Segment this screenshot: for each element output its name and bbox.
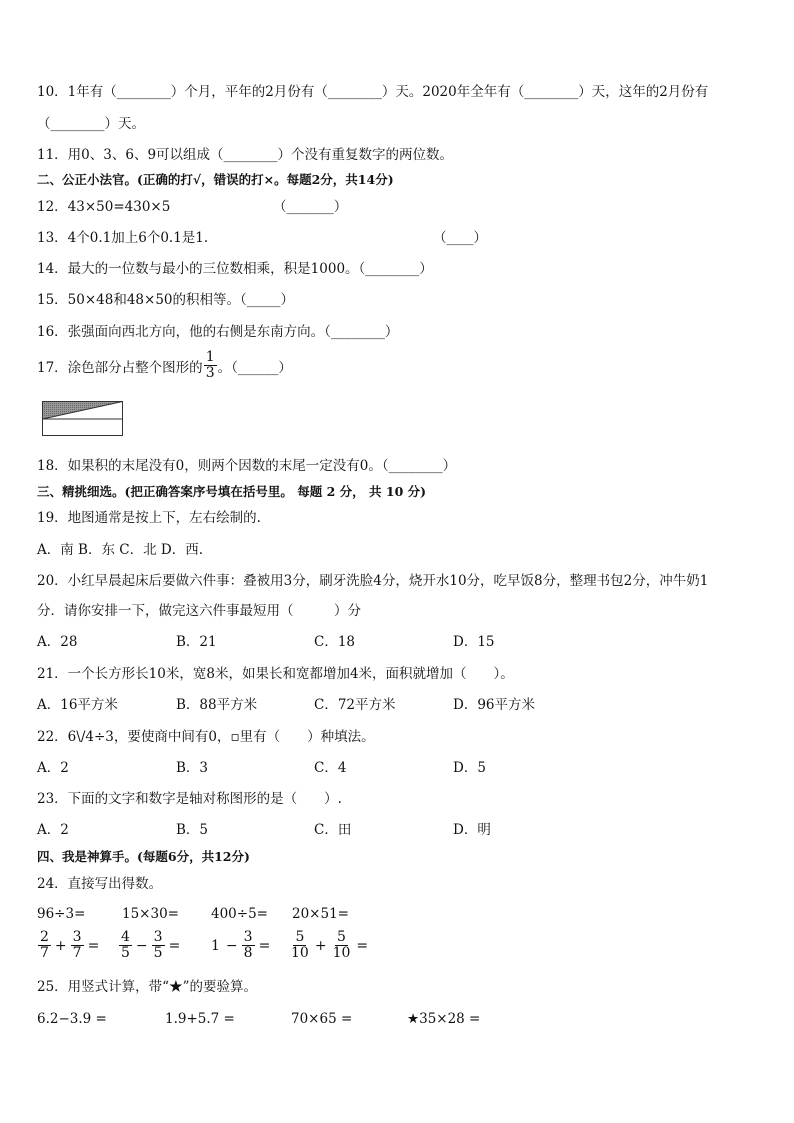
q17 xyxy=(37,350,292,381)
q24-frac-expr-3: 1 − $\frac{3}{8}$ = xyxy=(211,929,271,961)
q12: 12．43×50=430×5 xyxy=(37,199,171,215)
q21-option-d: D．96平方米 xyxy=(453,697,536,713)
q18: 18．如果积的末尾没有0，则两个因数的末尾一定没有0。（________） xyxy=(37,458,457,474)
q25-expr-1: 6.2−3.9 = xyxy=(37,1011,107,1027)
q17-shaded-figure xyxy=(42,401,124,437)
q17-fraction: $\frac{1}{3}$ xyxy=(205,349,215,381)
q24-frac-expr-2: $\frac{4}{5}$ − $\frac{3}{5}$ = xyxy=(121,929,181,961)
q21-option-b: B．88平方米 xyxy=(176,697,258,713)
q19-options: A．南 B．东 C．北 D．西. xyxy=(37,542,203,558)
q24-expr-4: 20×51= xyxy=(292,906,349,922)
q24: 24．直接写出得数。 xyxy=(37,876,163,892)
q15: 15．50×48和48×50的积相等。（_____） xyxy=(37,292,295,308)
q21-option-c: C．72平方米 xyxy=(314,697,396,713)
q23: 23．下面的文字和数字是轴对称图形的是（ ）. xyxy=(37,791,342,807)
section-2-heading: 二、公正小法官。(正确的打√，错误的打×。每题2分，共14分) xyxy=(37,172,394,187)
q25-expr-4: ★35×28 = xyxy=(407,1011,481,1027)
q12-blank: （_______） xyxy=(273,199,348,215)
q10-line1: 10．1年有（________）个月，平年的2月份有（________）天。2020年全年有（________）天，这年的2月份有 xyxy=(37,84,709,100)
q20-line2: 分．请你安排一下，做完这六件事最短用（ ）分 xyxy=(37,603,361,619)
q22: 22．6\/4÷3，要使商中间有0，▫里有（ ）种填法。 xyxy=(37,729,375,745)
q10-line2: （________）天。 xyxy=(37,116,145,132)
q25-expr-2: 1.9+5.7 = xyxy=(165,1011,235,1027)
section-4-heading: 四、我是神算手。(每题6分，共12分) xyxy=(37,849,250,864)
q20-option-a: A．28 xyxy=(37,634,78,650)
q17-blank: 。（______） xyxy=(217,359,292,376)
q13: 13．4个0.1加上6个0.1是1. xyxy=(37,230,209,246)
section-3-heading: 三、精挑细选。(把正确答案序号填在括号里。 每题 2 分， 共 10 分) xyxy=(37,484,427,499)
q23-option-b: B．5 xyxy=(176,822,209,838)
q11: 11．用0、3、6、9可以组成（________）个没有重复数字的两位数。 xyxy=(37,147,454,163)
q22-option-c: C．4 xyxy=(314,760,347,776)
q24-expr-1: 96÷3= xyxy=(37,906,86,922)
q22-option-a: A．2 xyxy=(37,760,69,776)
q25: 25．用竖式计算，带“★”的要验算。 xyxy=(37,979,257,995)
q23-option-d: D．明 xyxy=(453,822,491,838)
q23-option-c: C．田 xyxy=(314,822,352,838)
q14: 14．最大的一位数与最小的三位数相乘，积是1000。（________） xyxy=(37,261,433,277)
q20-option-d: D．15 xyxy=(453,634,495,650)
q22-option-d: D．5 xyxy=(453,760,486,776)
q24-expr-3: 400÷5= xyxy=(211,906,268,922)
q16: 16．张强面向西北方向，他的右侧是东南方向。（________） xyxy=(37,324,399,340)
q20-option-c: C．18 xyxy=(314,634,356,650)
q21: 21．一个长方形长10米，宽8米，如果长和宽都增加4米，面积就增加（ ）。 xyxy=(37,666,514,682)
q24-expr-2: 15×30= xyxy=(122,906,179,922)
q17-text: 17．涂色部分占整个图形的 xyxy=(37,359,203,376)
q13-blank: （____） xyxy=(433,230,487,246)
q19: 19．地图通常是按上下，左右绘制的. xyxy=(37,510,261,526)
q24-frac-expr-4: $\frac{5}{10}$ + $\frac{5}{10}$ = xyxy=(291,929,369,961)
q20-line1: 20．小红早晨起床后要做六件事：叠被用3分，刷牙洗脸4分，烧开水10分，吃早饭8分，整理书包2分，冲牛奶1 xyxy=(37,573,709,589)
q20-option-b: B．21 xyxy=(176,634,217,650)
q24-frac-expr-1: $\frac{2}{7}$ + $\frac{3}{7}$ = xyxy=(40,929,100,961)
q23-option-a: A．2 xyxy=(37,822,69,838)
q25-expr-3: 70×65 = xyxy=(291,1011,353,1027)
q22-option-b: B．3 xyxy=(176,760,209,776)
q21-option-a: A．16平方米 xyxy=(37,697,118,713)
